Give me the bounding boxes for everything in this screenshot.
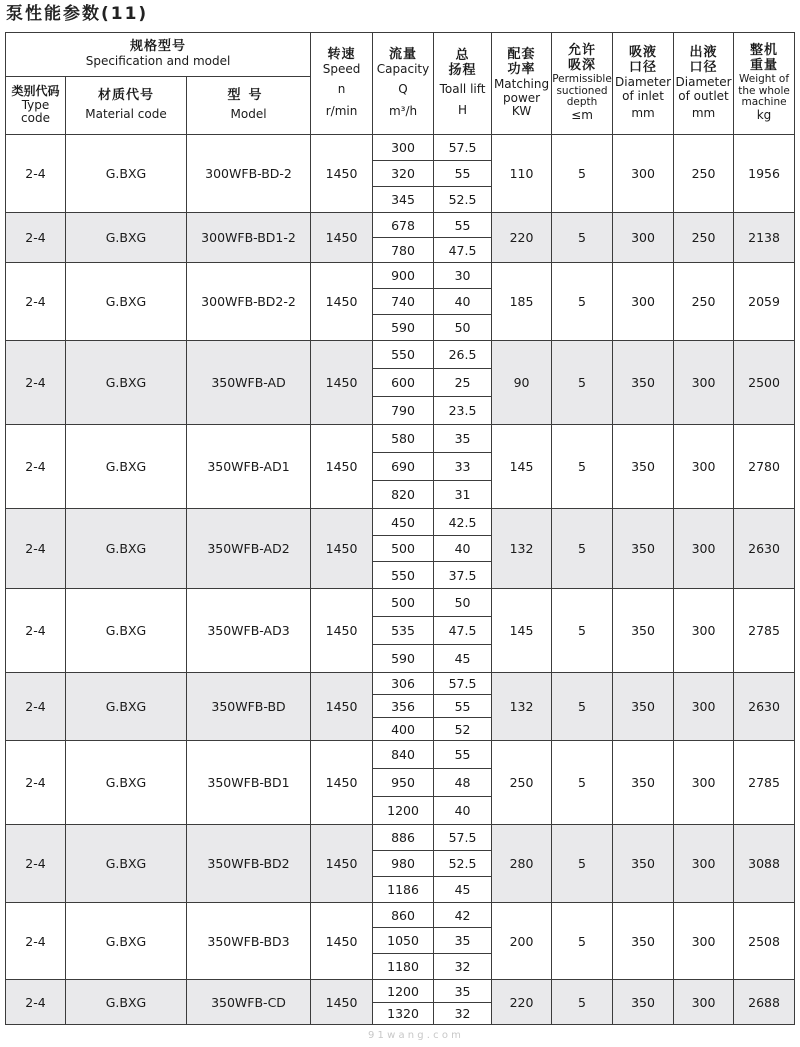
total-lift-cell: 35 (434, 980, 492, 1003)
capacity-cell: 980 (373, 851, 434, 877)
capacity-cell: 950 (373, 769, 434, 797)
outlet-diameter-cell: 300 (674, 903, 734, 980)
matching-power-cell: 132 (492, 673, 552, 741)
type-code-cell: 2-4 (6, 425, 66, 509)
inlet-diameter-cell: 350 (613, 980, 674, 1025)
capacity-cell: 535 (373, 617, 434, 645)
table-header (6, 33, 795, 135)
model-cell: 350WFB-BD (187, 673, 311, 741)
type-code-cell: 2-4 (6, 980, 66, 1025)
total-lift-cell: 52.5 (434, 187, 492, 213)
model-cell: 350WFB-BD3 (187, 903, 311, 980)
suction-depth-cell: 5 (552, 589, 613, 673)
total-lift-cell: 45 (434, 645, 492, 673)
table-row (6, 825, 795, 851)
model-cell: 300WFB-BD-2 (187, 135, 311, 213)
table-row (6, 980, 795, 1003)
speed-cell: 1450 (311, 903, 373, 980)
model-cell: 300WFB-BD1-2 (187, 213, 311, 263)
total-lift-cell: 57.5 (434, 825, 492, 851)
capacity-cell: 900 (373, 263, 434, 289)
capacity-cell: 1180 (373, 954, 434, 980)
matching-power-cell: 145 (492, 425, 552, 509)
model-cell: 350WFB-BD2 (187, 825, 311, 903)
table-row (6, 341, 795, 369)
material-code-cell: G.BXG (66, 673, 187, 741)
weight-cell: 1956 (734, 135, 795, 213)
material-code-cell: G.BXG (66, 341, 187, 425)
inlet-diameter-cell: 350 (613, 341, 674, 425)
capacity-cell: 450 (373, 509, 434, 536)
table-row (6, 903, 795, 928)
speed-cell: 1450 (311, 741, 373, 825)
capacity-cell: 320 (373, 161, 434, 187)
total-lift-cell: 31 (434, 481, 492, 509)
header-type-code: 类别代码 Type code (6, 77, 66, 135)
inlet-diameter-cell: 350 (613, 903, 674, 980)
material-code-cell: G.BXG (66, 589, 187, 673)
suction-depth-cell: 5 (552, 263, 613, 341)
weight-cell: 2630 (734, 509, 795, 589)
capacity-cell: 345 (373, 187, 434, 213)
capacity-cell: 356 (373, 695, 434, 718)
suction-depth-cell: 5 (552, 135, 613, 213)
capacity-cell: 690 (373, 453, 434, 481)
total-lift-cell: 35 (434, 928, 492, 954)
header-spec-model: 规格型号 Specification and model (6, 33, 311, 77)
table-row (6, 425, 795, 453)
inlet-diameter-cell: 300 (613, 213, 674, 263)
outlet-diameter-cell: 300 (674, 425, 734, 509)
capacity-cell: 790 (373, 397, 434, 425)
outlet-diameter-cell: 300 (674, 341, 734, 425)
capacity-cell: 780 (373, 238, 434, 263)
speed-cell: 1450 (311, 425, 373, 509)
header-speed: 转速 Speed n r/min (311, 33, 373, 135)
total-lift-cell: 32 (434, 954, 492, 980)
weight-cell: 2059 (734, 263, 795, 341)
total-lift-cell: 25 (434, 369, 492, 397)
outlet-diameter-cell: 300 (674, 673, 734, 741)
outlet-diameter-cell: 300 (674, 589, 734, 673)
outlet-diameter-cell: 300 (674, 980, 734, 1025)
header-material-code: 材质代号 Material code (66, 77, 187, 135)
suction-depth-cell: 5 (552, 903, 613, 980)
outlet-diameter-cell: 300 (674, 741, 734, 825)
total-lift-cell: 45 (434, 877, 492, 903)
model-cell: 350WFB-AD3 (187, 589, 311, 673)
type-code-cell: 2-4 (6, 341, 66, 425)
material-code-cell: G.BXG (66, 741, 187, 825)
model-cell: 350WFB-AD1 (187, 425, 311, 509)
matching-power-cell: 280 (492, 825, 552, 903)
total-lift-cell: 52 (434, 718, 492, 741)
capacity-cell: 740 (373, 289, 434, 315)
capacity-cell: 300 (373, 135, 434, 161)
type-code-cell: 2-4 (6, 263, 66, 341)
pump-performance-table (5, 32, 795, 1025)
material-code-cell: G.BXG (66, 425, 187, 509)
table-body (6, 135, 795, 1025)
total-lift-cell: 42 (434, 903, 492, 928)
header-capacity: 流量 Capacity Q m³/h (373, 33, 434, 135)
suction-depth-cell: 5 (552, 825, 613, 903)
total-lift-cell: 40 (434, 289, 492, 315)
material-code-cell: G.BXG (66, 263, 187, 341)
inlet-diameter-cell: 350 (613, 589, 674, 673)
material-code-cell: G.BXG (66, 980, 187, 1025)
type-code-cell: 2-4 (6, 903, 66, 980)
material-code-cell: G.BXG (66, 509, 187, 589)
total-lift-cell: 47.5 (434, 617, 492, 645)
matching-power-cell: 90 (492, 341, 552, 425)
header-model: 型号 Model (187, 77, 311, 135)
inlet-diameter-cell: 350 (613, 825, 674, 903)
speed-cell: 1450 (311, 213, 373, 263)
inlet-diameter-cell: 300 (613, 135, 674, 213)
type-code-cell: 2-4 (6, 213, 66, 263)
table-row (6, 741, 795, 769)
speed-cell: 1450 (311, 135, 373, 213)
suction-depth-cell: 5 (552, 425, 613, 509)
capacity-cell: 860 (373, 903, 434, 928)
type-code-cell: 2-4 (6, 741, 66, 825)
speed-cell: 1450 (311, 980, 373, 1025)
total-lift-cell: 50 (434, 315, 492, 341)
matching-power-cell: 200 (492, 903, 552, 980)
matching-power-cell: 185 (492, 263, 552, 341)
header-inlet-diameter: 吸液 口径 Diameter of inlet mm (613, 33, 674, 135)
weight-cell: 3088 (734, 825, 795, 903)
header-suction-depth: 允许 吸深 Permissible suctioned depth ≤m (552, 33, 613, 135)
inlet-diameter-cell: 350 (613, 673, 674, 741)
inlet-diameter-cell: 300 (613, 263, 674, 341)
capacity-cell: 1050 (373, 928, 434, 954)
inlet-diameter-cell: 350 (613, 509, 674, 589)
total-lift-cell: 57.5 (434, 673, 492, 695)
total-lift-cell: 57.5 (434, 135, 492, 161)
capacity-cell: 1320 (373, 1003, 434, 1025)
total-lift-cell: 42.5 (434, 509, 492, 536)
capacity-cell: 600 (373, 369, 434, 397)
total-lift-cell: 32 (434, 1003, 492, 1025)
model-cell: 350WFB-AD2 (187, 509, 311, 589)
header-total-lift: 总 扬程 Toall lift H (434, 33, 492, 135)
matching-power-cell: 220 (492, 213, 552, 263)
material-code-cell: G.BXG (66, 903, 187, 980)
total-lift-cell: 48 (434, 769, 492, 797)
total-lift-cell: 52.5 (434, 851, 492, 877)
matching-power-cell: 250 (492, 741, 552, 825)
total-lift-cell: 55 (434, 161, 492, 187)
speed-cell: 1450 (311, 589, 373, 673)
type-code-cell: 2-4 (6, 135, 66, 213)
outlet-diameter-cell: 300 (674, 509, 734, 589)
capacity-cell: 678 (373, 213, 434, 238)
capacity-cell: 500 (373, 589, 434, 617)
type-code-cell: 2-4 (6, 589, 66, 673)
weight-cell: 2630 (734, 673, 795, 741)
capacity-cell: 886 (373, 825, 434, 851)
total-lift-cell: 40 (434, 536, 492, 562)
table-row (6, 263, 795, 289)
total-lift-cell: 40 (434, 797, 492, 825)
material-code-cell: G.BXG (66, 135, 187, 213)
total-lift-cell: 55 (434, 741, 492, 769)
suction-depth-cell: 5 (552, 673, 613, 741)
matching-power-cell: 132 (492, 509, 552, 589)
total-lift-cell: 33 (434, 453, 492, 481)
suction-depth-cell: 5 (552, 980, 613, 1025)
table-row (6, 135, 795, 161)
speed-cell: 1450 (311, 509, 373, 589)
speed-cell: 1450 (311, 341, 373, 425)
capacity-cell: 820 (373, 481, 434, 509)
inlet-diameter-cell: 350 (613, 425, 674, 509)
capacity-cell: 400 (373, 718, 434, 741)
capacity-cell: 306 (373, 673, 434, 695)
table-row (6, 509, 795, 536)
type-code-cell: 2-4 (6, 673, 66, 741)
matching-power-cell: 220 (492, 980, 552, 1025)
speed-cell: 1450 (311, 263, 373, 341)
weight-cell: 2688 (734, 980, 795, 1025)
total-lift-cell: 23.5 (434, 397, 492, 425)
header-matching-power: 配套 功率 Matching power KW (492, 33, 552, 135)
inlet-diameter-cell: 350 (613, 741, 674, 825)
suction-depth-cell: 5 (552, 741, 613, 825)
total-lift-cell: 47.5 (434, 238, 492, 263)
capacity-cell: 590 (373, 645, 434, 673)
outlet-diameter-cell: 300 (674, 825, 734, 903)
weight-cell: 2785 (734, 589, 795, 673)
matching-power-cell: 110 (492, 135, 552, 213)
outlet-diameter-cell: 250 (674, 263, 734, 341)
total-lift-cell: 55 (434, 695, 492, 718)
suction-depth-cell: 5 (552, 341, 613, 425)
weight-cell: 2508 (734, 903, 795, 980)
total-lift-cell: 37.5 (434, 562, 492, 589)
suction-depth-cell: 5 (552, 213, 613, 263)
capacity-cell: 840 (373, 741, 434, 769)
capacity-cell: 1200 (373, 797, 434, 825)
watermark: 9 1 w a n g . c o m (368, 1030, 461, 1041)
capacity-cell: 500 (373, 536, 434, 562)
total-lift-cell: 30 (434, 263, 492, 289)
capacity-cell: 590 (373, 315, 434, 341)
capacity-cell: 550 (373, 562, 434, 589)
speed-cell: 1450 (311, 673, 373, 741)
total-lift-cell: 55 (434, 213, 492, 238)
material-code-cell: G.BXG (66, 825, 187, 903)
capacity-cell: 550 (373, 341, 434, 369)
table-row (6, 673, 795, 695)
total-lift-cell: 35 (434, 425, 492, 453)
total-lift-cell: 50 (434, 589, 492, 617)
page-title: 泵性能参数(11) (6, 4, 149, 24)
model-cell: 350WFB-CD (187, 980, 311, 1025)
weight-cell: 2785 (734, 741, 795, 825)
weight-cell: 2780 (734, 425, 795, 509)
weight-cell: 2138 (734, 213, 795, 263)
model-cell: 300WFB-BD2-2 (187, 263, 311, 341)
matching-power-cell: 145 (492, 589, 552, 673)
capacity-cell: 1200 (373, 980, 434, 1003)
model-cell: 350WFB-AD (187, 341, 311, 425)
suction-depth-cell: 5 (552, 509, 613, 589)
header-outlet-diameter: 出液 口径 Diameter of outlet mm (674, 33, 734, 135)
table-row (6, 213, 795, 238)
model-cell: 350WFB-BD1 (187, 741, 311, 825)
capacity-cell: 1186 (373, 877, 434, 903)
total-lift-cell: 26.5 (434, 341, 492, 369)
capacity-cell: 580 (373, 425, 434, 453)
material-code-cell: G.BXG (66, 213, 187, 263)
type-code-cell: 2-4 (6, 509, 66, 589)
weight-cell: 2500 (734, 341, 795, 425)
outlet-diameter-cell: 250 (674, 213, 734, 263)
header-weight: 整机 重量 Weight of the whole machine kg (734, 33, 795, 135)
speed-cell: 1450 (311, 825, 373, 903)
outlet-diameter-cell: 250 (674, 135, 734, 213)
table-row (6, 589, 795, 617)
type-code-cell: 2-4 (6, 825, 66, 903)
